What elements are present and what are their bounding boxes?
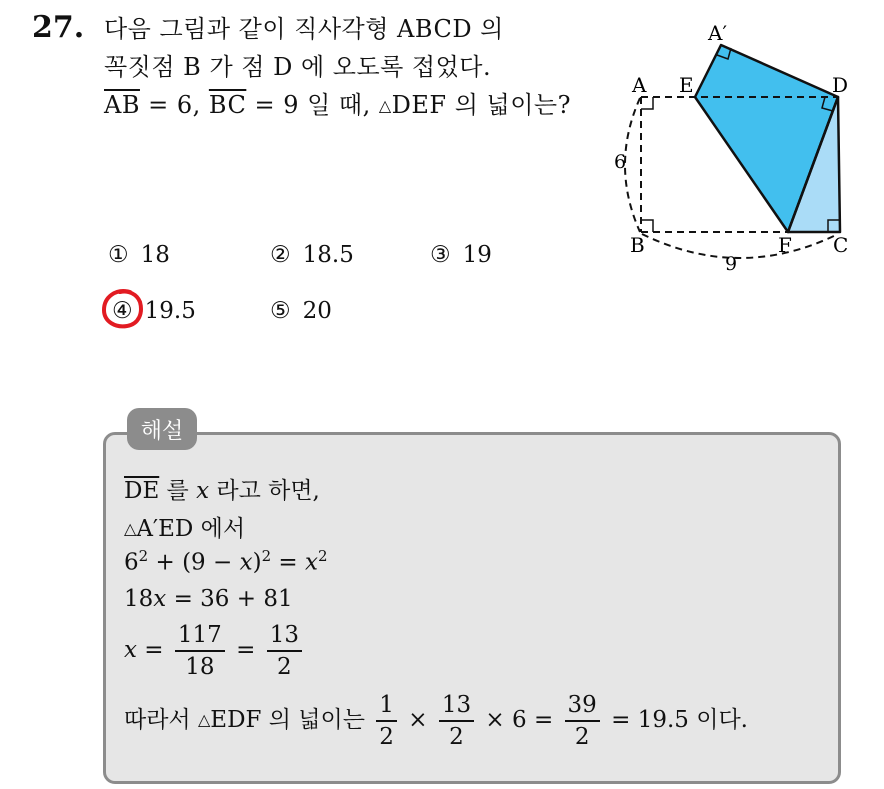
fraction-13-2-b: $\frac{13}{2}$ <box>439 690 474 752</box>
label-e: E <box>679 73 694 97</box>
question-line-2: 꼭짓점 B 가 점 D 에 오도록 접었다. <box>104 53 492 81</box>
label-c: C <box>833 233 849 257</box>
choice-3[interactable]: ③ 19 <box>430 242 492 268</box>
fraction-117-18: $\frac{117}{18}$ <box>175 620 225 682</box>
question-number: 27. <box>32 10 85 45</box>
answer-circle-mark <box>100 287 146 331</box>
solution-tag: 해설 <box>127 408 197 450</box>
label-a-prime: A′ <box>708 21 727 45</box>
label-b: B <box>630 233 645 257</box>
fraction-39-2: $\frac{39}{2}$ <box>565 690 600 752</box>
choice-4[interactable]: ④ 19.5 <box>112 298 196 324</box>
label-nine: 9 <box>725 253 738 275</box>
solution-line-5: x = $\frac{117}{18}$ = $\frac{13}{2}$ <box>124 620 306 682</box>
solution-line-4: 18x = 36 + 81 <box>124 586 293 612</box>
solution-line-6: 따라서 △EDF 의 넓이는 $\frac{1}{2}$ × $\frac{13}{2}$ × 6 = $\frac{39}{2}$ = 19.5 이다. <box>124 692 748 750</box>
triangle-symbol: △ <box>378 96 392 115</box>
arc-six <box>625 98 640 232</box>
label-a: A <box>632 73 647 97</box>
segment-bc: $\overline{BC}$ <box>208 91 247 119</box>
solution-line-3: $6^2 + (9 - x)^2 = x^2$ <box>124 547 328 576</box>
question-text <box>104 10 571 125</box>
choice-1[interactable]: ① 18 <box>108 242 170 268</box>
right-angle-b <box>641 220 653 232</box>
arc-nine <box>642 234 838 258</box>
question-line-3: $\overline{AB} = 6$, $\overline{BC} = 9$ 일 때, △DEF 의 넓이는? <box>104 91 571 119</box>
segment-ab: $\overline{AB}$ <box>104 91 140 119</box>
geometry-figure <box>600 10 860 280</box>
fraction-1-2: $\frac{1}{2}$ <box>376 690 397 752</box>
label-six: 6 <box>614 151 627 173</box>
choice-5[interactable]: ⑤ 20 <box>270 298 332 324</box>
fraction-13-2: $\frac{13}{2}$ <box>267 620 302 682</box>
solution-line-1: $\overline{DE}$ 를 x 라고 하면, <box>124 478 320 504</box>
label-d: D <box>832 73 849 97</box>
question-line-1: 다음 그림과 같이 직사각형 ABCD 의 <box>104 15 504 43</box>
choice-2[interactable]: ② 18.5 <box>270 242 354 268</box>
solution-line-2: △A′ED 에서 <box>124 516 246 542</box>
right-angle-a <box>641 97 653 109</box>
label-f: F <box>778 233 792 257</box>
